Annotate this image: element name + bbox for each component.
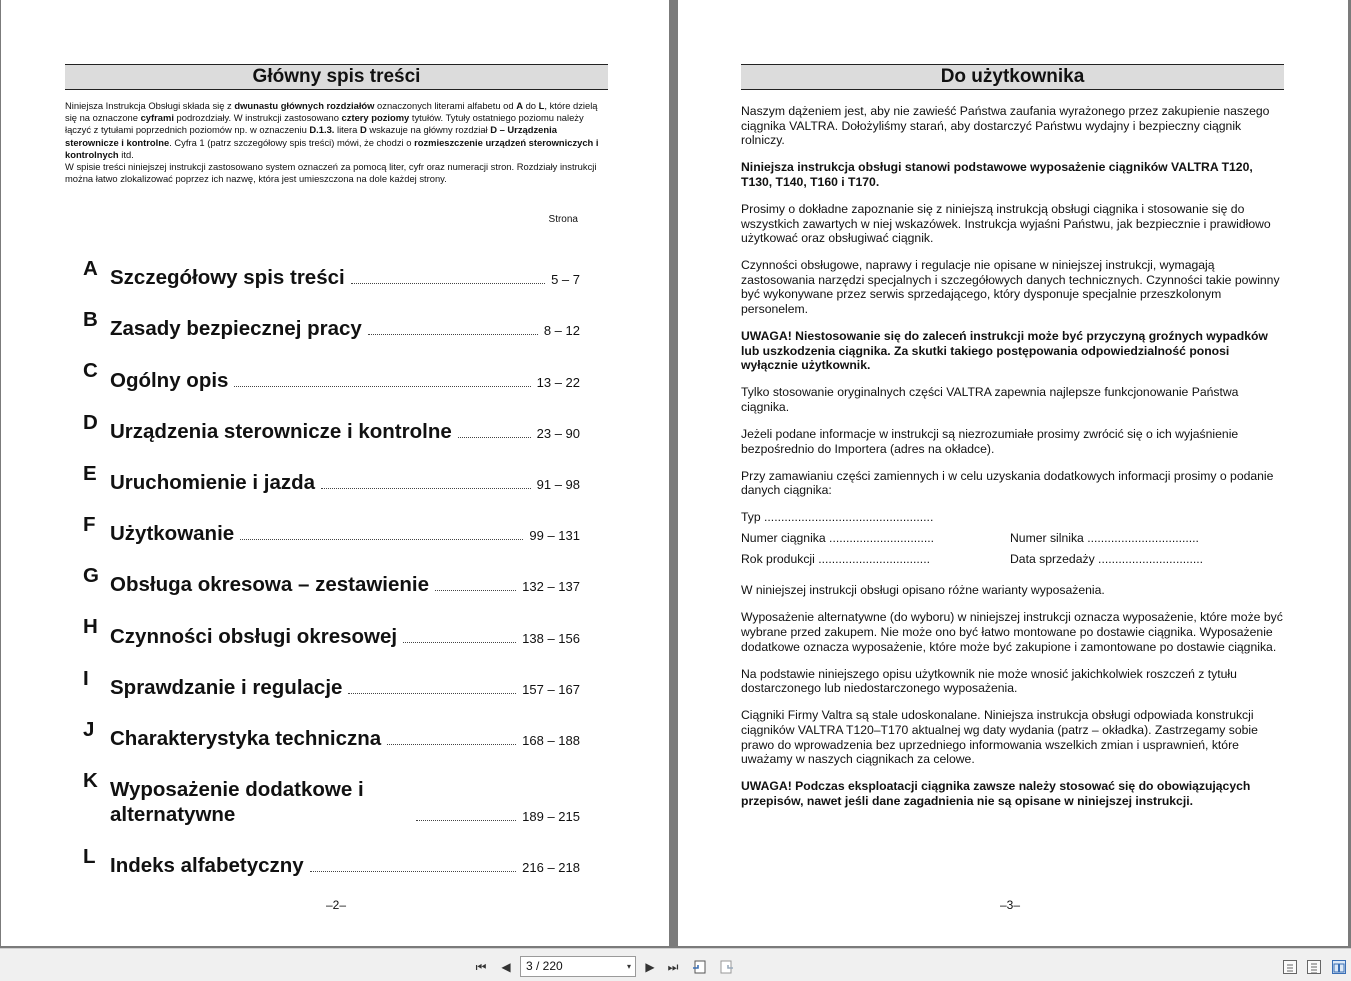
toc-leader-dots [387, 744, 516, 745]
paragraph: UWAGA! Podczas eksploatacji ciągnika zawsze należy stosować się do obowiązujących przepisów, nawet jeśli dane zagadnienia nie są opisane w niniejszej instrukcji. [741, 779, 1251, 808]
toc-pages: 138 – 156 [522, 630, 580, 646]
intro-text-run: L [538, 100, 545, 111]
next-view-icon[interactable] [718, 959, 734, 975]
toc-entry-i[interactable] [83, 654, 580, 705]
toc-pages: 91 – 98 [536, 476, 580, 492]
single-page-view-icon[interactable] [1283, 960, 1297, 974]
intro-text-run: itd. [118, 148, 134, 160]
toc-pages: 99 – 131 [529, 528, 580, 544]
toc-title: Indeks alfabetyczny [110, 854, 304, 878]
intro-text-run: A [516, 100, 523, 111]
form-numer-ciagnika: Numer ciągnika ............................... [741, 531, 935, 546]
form-rok-produkcji: Rok produkcji ................................. [741, 551, 930, 566]
form-data-sprzedazy: Data sprzedaży ............................... [1010, 551, 1204, 566]
toc-letter: H [83, 615, 98, 639]
toc-leader-dots [321, 488, 531, 489]
toc-pages: 8 – 12 [543, 323, 580, 339]
intro-text-run: podrozdziały. W instrukcji zastosowano [173, 112, 342, 124]
intro-text-run: oznaczonych literami alfabetu od [374, 100, 517, 111]
page-3 [678, 0, 1348, 946]
intro-text-run: . Cyfra 1 (patrz szczegółowy spis treści) mówi, że chodzi o [169, 136, 415, 148]
toc-letter: L [83, 844, 96, 868]
toc-leader-dots [416, 820, 516, 821]
page-number: –3– [999, 898, 1021, 912]
paragraph: Tylko stosowanie oryginalnych części VALTRA zapewnia najlepsze funkcjonowanie Państwa ciągnika. [741, 385, 1239, 414]
toc-pages: 5 – 7 [551, 272, 580, 288]
paragraph: Prosimy o dokładne zapoznanie się z niniejszą instrukcją obsługi ciągnika i stosowanie się do wszystkich zawartych w niej wskazówek. Instrukcja wyjaśni Państwu, jak bezpiecznie i prawidłowo użytkować oraz obsługiwać ciągnik. [741, 201, 1271, 246]
intro-text-run: do [522, 100, 539, 111]
paragraph: Niniejsza instrukcja obsługi stanowi podstawowe wyposażenie ciągników VALTRA T120, T130, T140, T160 i T170. [741, 160, 1253, 189]
strona-label: Strona [548, 214, 578, 225]
toc-letter: B [83, 308, 98, 332]
toc-letter: A [83, 257, 98, 280]
paragraph: Naszym dążeniem jest, aby nie zawieść Państwa zaufania wyrażonego przez zakupienie naszego ciągnika VALTRA. Dołożyliśmy starań, aby dostarczyć Państwu wydajny i bezpieczny ciągnik rolniczy. [741, 104, 1270, 148]
toc-title: Wyposażenie dodatkowe i alternatywne [110, 777, 364, 826]
paragraph: UWAGA! Niestosowanie się do zaleceń instrukcji może być przyczyną groźnych wypadków lub uszkodzenia ciągnika. Za skutki takiego postępowania odpowiedzialność ponosi wyłącznie użytkownik. [741, 329, 1268, 373]
toc-letter: C [83, 359, 98, 383]
intro-text-run: D.1.3. [309, 124, 335, 136]
toc-letter: E [83, 461, 97, 485]
toc-letter: D [83, 410, 98, 434]
form-typ: Typ .................................................. [741, 510, 934, 525]
toc-leader-dots [348, 693, 516, 694]
toc-title: Ogólny opis [110, 368, 229, 392]
page-indicator: 3 / 220 [526, 959, 563, 973]
toc-entry-b[interactable] [83, 295, 580, 346]
toc-leader-dots [458, 437, 531, 438]
toc-letter: K [83, 768, 98, 792]
toc-leader-dots [403, 642, 516, 643]
tractor-data-form [741, 510, 1286, 572]
intro-text-run: D – Urządzenia sterownicze i kontrolne [65, 124, 557, 148]
paragraph: Czynności obsługowe, naprawy i regulacje nie opisane w niniejszej instrukcji, wymagają zastosowania narzędzi specjalnych i szczegółowych danych technicznych. Czynności takie powinny być wykonywane przez serwis sprzedającego, który dysponuje specjalnie przeszkolonym personelem. [741, 258, 1280, 317]
toc-entry-h[interactable] [83, 602, 580, 653]
intro-text-run: cztery poziomy [341, 112, 410, 124]
toc-leader-dots [435, 590, 516, 591]
toc-pages: 168 – 188 [522, 732, 580, 748]
intro-text-run: W spisie treści niniejszej instrukcji zastosowano system oznaczeń za pomocą liter, cyfr oraz numeracji stron. Rozdziały instrukcji można łatwo zlokalizować poprzez ich nazwę, która jest umieszczona na dole każdej strony. [65, 161, 597, 185]
toc-pages: 216 – 218 [522, 860, 580, 876]
toc-entry-d[interactable] [83, 398, 580, 449]
intro-text-run: cyframi [140, 112, 174, 124]
toc-letter: J [83, 717, 95, 741]
toc-leader-dots [234, 386, 530, 387]
toc-title: Charakterystyka techniczna [110, 726, 382, 750]
intro-text-run: rozmieszczenie urządzeń sterowniczych i kontrolnych [65, 136, 599, 160]
form-numer-silnika: Numer silnika ................................. [1010, 531, 1199, 546]
toc-entry-g[interactable] [83, 551, 580, 602]
toc-entry-c[interactable] [83, 346, 580, 397]
intro-text-run: dwunastu głównych rozdziałów [234, 100, 375, 111]
intro-text-run: wskazuje na główny rozdział [366, 124, 491, 136]
continuous-view-icon[interactable] [1307, 960, 1321, 974]
toc-letter: I [83, 666, 89, 690]
toc-entry-f[interactable] [83, 500, 580, 551]
chevron-down-icon: ▾ [626, 962, 631, 971]
toc-entry-k[interactable] [83, 756, 580, 832]
paragraph: W niniejszej instrukcji obsługi opisano różne warianty wyposażenia. [741, 583, 1105, 598]
previous-view-icon[interactable] [692, 959, 708, 975]
paragraph: Jeżeli podane informacje w instrukcji są niezrozumiałe prosimy zwrócić się o ich wyjaśnienie bezpośrednio do Importera (adres na okładce). [741, 427, 1239, 456]
intro-text-run: D [359, 124, 367, 136]
toc-leader-dots [351, 283, 545, 284]
table-of-contents [83, 244, 580, 883]
toc-entry-e[interactable] [83, 449, 580, 500]
viewer-toolbar [0, 948, 1351, 981]
toc-title: Zasady bezpiecznej pracy [110, 317, 362, 341]
next-page-icon[interactable]: ▶ [645, 960, 655, 974]
first-page-icon[interactable]: ⏮ [475, 960, 487, 974]
page-title: Do użytkownika [741, 64, 1284, 90]
toc-pages: 132 – 137 [522, 579, 580, 595]
last-page-icon[interactable]: ⏭ [667, 960, 679, 974]
intro-text-run: Niniejsza Instrukcja Obsługi składa się z [65, 100, 235, 111]
page-number-select[interactable] [520, 956, 636, 977]
toc-title: Uruchomienie i jazda [110, 470, 316, 494]
toc-title: Szczegółowy spis treści [110, 266, 345, 290]
intro-text-run: litera [334, 124, 360, 136]
toc-leader-dots [368, 334, 538, 335]
toc-entry-j[interactable] [83, 705, 580, 756]
page-2 [1, 0, 669, 946]
toc-title: Czynności obsługi okresowej [110, 624, 398, 648]
toc-pages: 157 – 167 [522, 681, 580, 697]
toc-letter: F [83, 512, 96, 536]
two-page-view-icon[interactable] [1332, 960, 1346, 974]
toc-title: Obsługa okresowa – zestawienie [110, 573, 430, 597]
paragraph: Na podstawie niniejszego opisu użytkownik nie może wnosić jakichkolwiek roszczeń z tytułu dostarczonego lub niedostarczonego wyposażenia. [741, 666, 1237, 696]
page-number: –2– [325, 898, 347, 912]
page-title: Główny spis treści [65, 64, 608, 90]
paragraph: Przy zamawianiu części zamiennych i w celu uzyskania dodatkowych informacji prosimy o podanie danych ciągnika: [741, 468, 1274, 498]
toc-leader-dots [310, 871, 516, 872]
toc-entry-l[interactable] [83, 832, 580, 883]
toc-pages: 13 – 22 [536, 374, 580, 390]
intro-text-run: tytułów. Tytuły ostatniego poziomu należy łączyć z tytułami poprzednich poziomów np. w oznaczeniu [65, 112, 584, 136]
paragraph: Wyposażenie alternatywne (do wyboru) w niniejszej instrukcji oznacza wyposażenie, które może być wybrane przed zakupem. Nie może ono być łatwo montowane po dostawie ciągnika. Wyposażenie dodatkowe oznacza wyposażenie, które może być zakupione i zamontowane po dostawie ciągnika. [741, 610, 1283, 654]
toc-entry-a[interactable] [83, 244, 580, 295]
toc-leader-dots [240, 539, 523, 540]
toc-pages: 23 – 90 [536, 425, 580, 441]
intro-text-run: , które dzielą się na oznaczone [65, 100, 598, 124]
intro-paragraph [65, 100, 605, 185]
toc-title: Użytkowanie [110, 522, 235, 546]
prev-page-icon[interactable]: ◀ [501, 960, 511, 974]
paragraph: Ciągniki Firmy Valtra są stale udoskonalane. Niniejsza instrukcja obsługi odpowiada konstrukcji ciągników VALTRA T120–T170 aktualnej wg daty wydania (patrz – okładka). Zastrzegamy sobie prawo do wprowadzenia bez uprzedniego informowania wszelkich zmian i usprawnień, które uważamy w naszych ciągnikach za celowe. [741, 708, 1258, 767]
toc-title: Urządzenia sterownicze i kontrolne [110, 419, 452, 443]
toc-title: Sprawdzanie i regulacje [110, 675, 343, 699]
toc-pages: 189 – 215 [522, 808, 580, 824]
toc-letter: G [83, 564, 99, 588]
body-text [741, 104, 1286, 821]
